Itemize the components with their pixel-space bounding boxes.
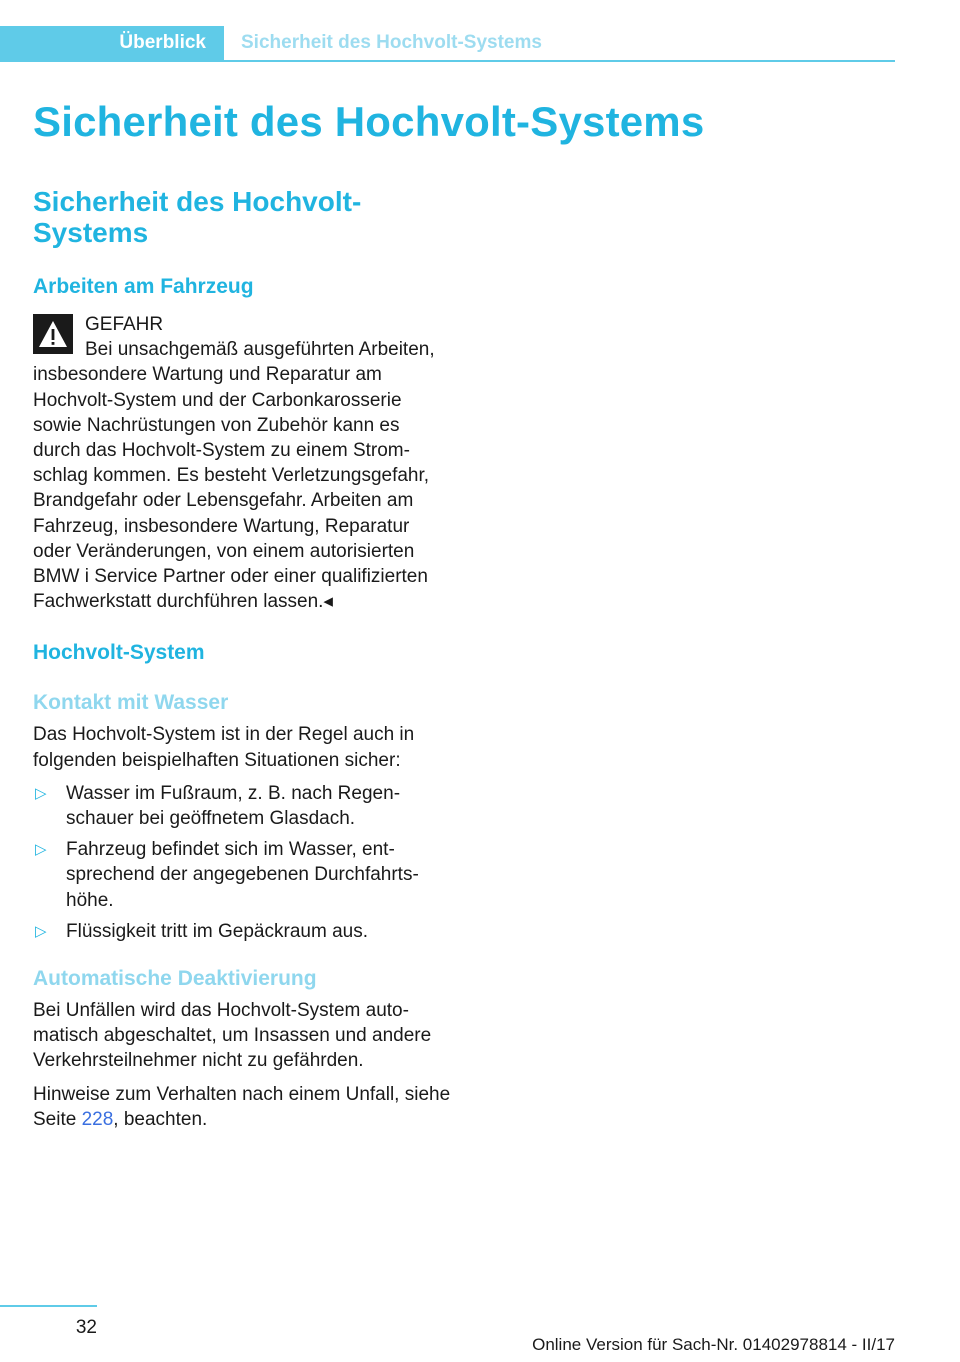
list-item-text: Wasser im Fußraum, z. B. nach Regenschauer bei geöffnetem Glasdach. <box>66 782 401 830</box>
online-version-note: Online Version für Sach-Nr. 01402978814 - II/17 <box>532 1335 895 1354</box>
accident-hint-tail: , beachten. <box>113 1108 208 1130</box>
accident-hint-text: Hinweise zum Verhalten nach einem Unfall, siehe Seite <box>33 1083 451 1130</box>
deactivation-text: Bei Unfällen wird das Hochvolt-System automatisch abgeschaltet, um Insassen und andere Verkehrsteilnehmer nicht zu gefährden. <box>33 1000 432 1072</box>
subsection-title-system: Hochvolt-System <box>33 641 205 665</box>
section-title-line1: Sicherheit des Hochvolt- <box>33 186 362 217</box>
header-breadcrumb[interactable]: Sicherheit des Hochvolt-Systems <box>241 32 542 53</box>
bullet-triangle-icon: ▷ <box>35 784 47 802</box>
water-intro: Das Hochvolt-System ist in der Regel auch in folgenden beispielhaften Situationen sicher: <box>33 724 415 771</box>
list-item <box>33 837 451 913</box>
main-content <box>33 96 705 1132</box>
subsection-title-work: Arbeiten am Fahrzeug <box>33 275 254 298</box>
footer-divider <box>0 1305 97 1307</box>
list-item-text: Fahrzeug befindet sich im Wasser, entsprechend der angegebenen Durchfahrtshöhe. <box>66 839 419 911</box>
list-item <box>33 781 451 831</box>
list-item <box>33 919 451 944</box>
list-item-text: Flüssigkeit tritt im Gepäckraum aus. <box>66 920 368 942</box>
warning-label: GEFAHR <box>85 314 164 335</box>
water-heading: Kontakt mit Wasser <box>33 691 229 715</box>
bullet-triangle-icon: ▷ <box>35 922 47 940</box>
water-situations-list <box>33 781 451 944</box>
accident-hint <box>33 1082 451 1132</box>
page-number: 32 <box>75 1317 97 1338</box>
section-title-line2: Systems <box>33 217 149 248</box>
page-reference-link[interactable]: 228 <box>81 1108 114 1130</box>
section-title <box>33 186 451 248</box>
page-header <box>0 26 895 62</box>
end-mark-icon: ◂ <box>323 591 333 613</box>
warning-text: Bei unsachgemäß ausgeführten Arbeiten, insbesondere Wartung und Reparatur am Hochvolt-System und der Carbonkarosserie sowie Nachrüstungen von Zubehör kann es durch das Hochvolt-System zu einem Stromschlag kommen. Es besteht Verletzungsgefahr, Brandgefahr oder Lebensgefahr. Arbeiten am Fahrzeug, insbesondere Wartung, Reparatur oder Veränderungen, von einem autorisierten BMW i Service Partner oder einer qualifizierten Fachwerkstatt durchführen lassen. <box>33 339 435 613</box>
bullet-triangle-icon: ▷ <box>35 841 47 859</box>
danger-warning <box>33 312 451 614</box>
header-divider <box>0 60 895 62</box>
deactivation-heading: Automatische Deaktivierung <box>33 967 317 991</box>
header-tab-overview[interactable]: Überblick <box>0 26 224 62</box>
page-title: Sicherheit des Hochvolt-Systems <box>33 98 705 145</box>
warning-triangle-icon <box>33 314 73 354</box>
